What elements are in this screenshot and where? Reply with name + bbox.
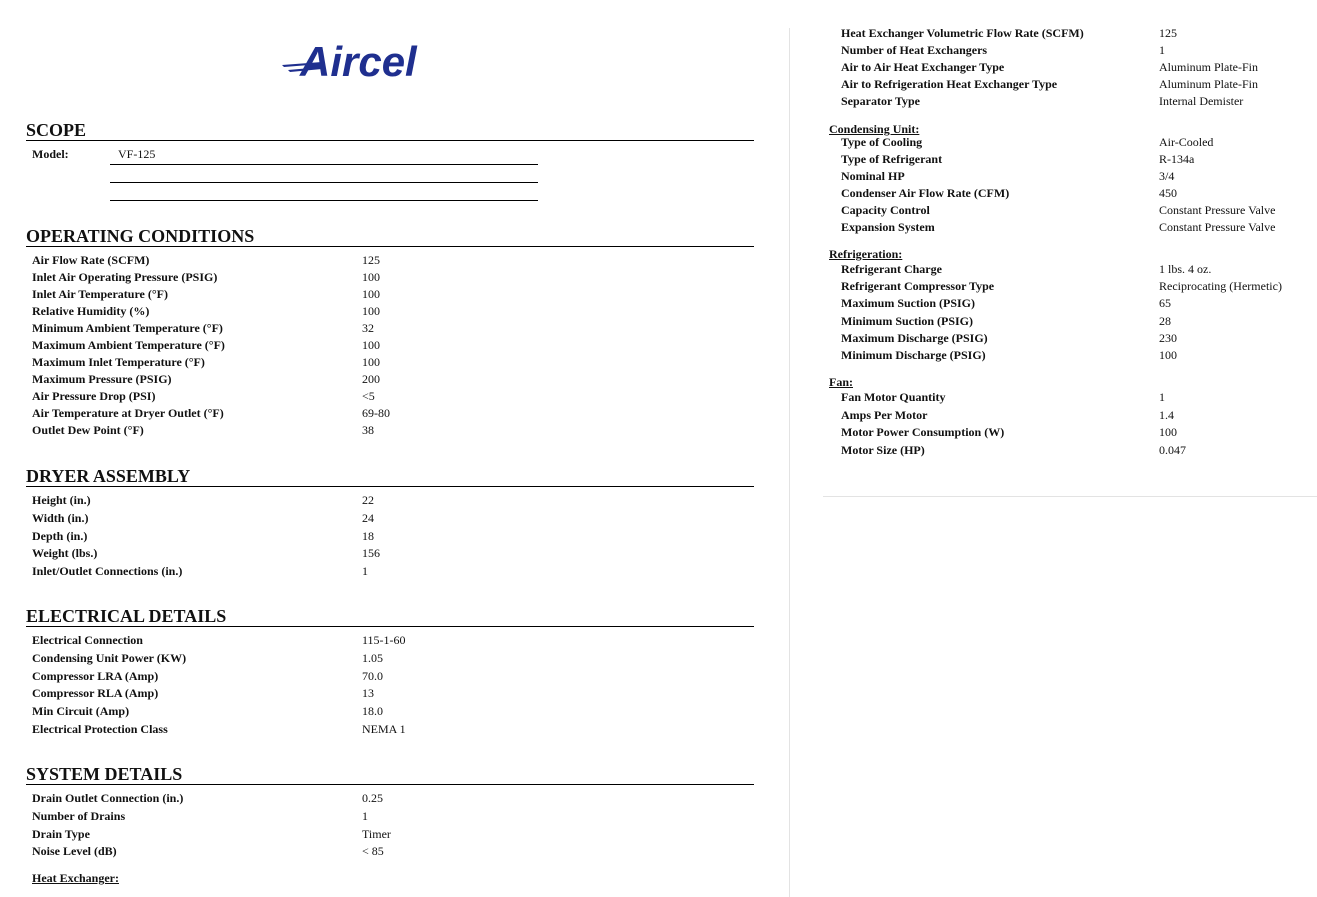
operating-conditions-row	[32, 388, 732, 405]
refrigeration-label: Refrigerant Charge	[841, 262, 942, 276]
dryer-assembly-row	[32, 528, 732, 545]
operating-conditions-value: 32	[362, 321, 374, 335]
electrical-details-value: 18.0	[362, 704, 383, 719]
operating-conditions-row	[32, 405, 732, 422]
electrical-details-title: ELECTRICAL DETAILS	[26, 606, 754, 627]
electrical-details-row	[32, 668, 732, 685]
dryer-assembly-label: Weight (lbs.)	[32, 546, 98, 561]
electrical-details-label: Electrical Connection	[32, 633, 143, 647]
refrigeration-label: Maximum Suction (PSIG)	[841, 296, 976, 311]
operating-conditions-row	[32, 371, 732, 388]
operating-conditions-label: Outlet Dew Point (°F)	[32, 423, 144, 437]
electrical-details-label: Compressor RLA (Amp)	[32, 686, 159, 701]
condensing-unit-label: Capacity Control	[841, 203, 930, 217]
electrical-details-value: 1.05	[362, 650, 383, 665]
operating-conditions-label: Maximum Ambient Temperature (°F)	[32, 338, 225, 352]
operating-conditions-row	[32, 303, 732, 320]
fan-row	[841, 442, 1301, 459]
electrical-details-value: 115-1-60	[362, 633, 406, 647]
electrical-details-row	[32, 721, 732, 738]
logo-text: Aircel	[300, 40, 417, 82]
fan-value: 1	[1159, 390, 1165, 404]
condensing-unit-value: 3/4	[1159, 169, 1175, 183]
operating-conditions-label: Minimum Ambient Temperature (°F)	[32, 321, 223, 335]
condensing-unit-value: Air-Cooled	[1159, 135, 1214, 149]
electrical-details-row	[32, 703, 732, 720]
fan-value: 1.4	[1159, 407, 1174, 422]
dryer-assembly-label: Inlet/Outlet Connections (in.)	[32, 564, 183, 579]
system-details-row	[32, 790, 732, 807]
aircel-logo	[282, 40, 502, 82]
condensing-unit-row	[841, 219, 1301, 236]
fan-value: 0.047	[1159, 442, 1186, 457]
operating-conditions-label: Maximum Pressure (PSIG)	[32, 372, 172, 386]
refrigeration-row	[841, 295, 1301, 312]
condensing-unit-label: Type of Refrigerant	[841, 152, 943, 166]
system-details-title: SYSTEM DETAILS	[26, 764, 754, 785]
model-label: Model:	[32, 147, 69, 161]
heat-exchanger-value: Aluminum Plate-Fin	[1159, 77, 1258, 91]
dryer-assembly-title: DRYER ASSEMBLY	[26, 466, 754, 487]
model-value: VF-125	[118, 147, 156, 161]
condensing-unit-row	[841, 168, 1301, 185]
electrical-details-row	[32, 650, 732, 667]
fan-value: 100	[1159, 425, 1177, 439]
condensing-unit-row	[841, 151, 1301, 168]
operating-conditions-label: Maximum Inlet Temperature (°F)	[32, 355, 205, 369]
refrigeration-heading: Refrigeration:	[829, 247, 903, 261]
condensing-unit-label: Expansion System	[841, 220, 935, 234]
heat-exchanger-row	[841, 42, 1301, 59]
system-details-row	[32, 826, 732, 843]
refrigeration-row	[841, 313, 1301, 330]
dryer-assembly-row	[32, 510, 732, 527]
fan-label: Motor Size (HP)	[841, 442, 925, 457]
operating-conditions-label: Relative Humidity (%)	[32, 304, 150, 318]
dryer-assembly-value: 24	[362, 510, 374, 525]
heat-exchanger-heading: Heat Exchanger:	[32, 871, 119, 885]
operating-conditions-value: 200	[362, 372, 380, 386]
fan-label: Motor Power Consumption (W)	[841, 425, 1005, 439]
dryer-assembly-row	[32, 545, 732, 562]
scope-title: SCOPE	[26, 120, 754, 141]
fan-heading: Fan:	[829, 375, 853, 389]
refrigeration-value: 1 lbs. 4 oz.	[1159, 262, 1212, 276]
operating-conditions-label: Inlet Air Temperature (°F)	[32, 287, 169, 301]
model-line-3	[110, 200, 538, 201]
dryer-assembly-value: 1	[362, 564, 368, 579]
dryer-assembly-value: 18	[362, 528, 374, 543]
operating-conditions-label: Air Temperature at Dryer Outlet (°F)	[32, 406, 224, 420]
condensing-unit-label: Condenser Air Flow Rate (CFM)	[841, 186, 1010, 200]
refrigeration-row	[841, 261, 1301, 278]
system-details-label: Noise Level (dB)	[32, 844, 117, 859]
right-column-end-rule	[823, 496, 1317, 497]
operating-conditions-value: 100	[362, 355, 380, 369]
column-divider	[789, 28, 790, 897]
operating-conditions-value: 100	[362, 304, 380, 318]
fan-label: Fan Motor Quantity	[841, 390, 946, 404]
condensing-unit-row	[841, 185, 1301, 202]
fan-row	[841, 424, 1301, 441]
refrigeration-label: Minimum Discharge (PSIG)	[841, 348, 986, 362]
operating-conditions-row	[32, 269, 732, 286]
operating-conditions-value: 100	[362, 338, 380, 352]
operating-conditions-title: OPERATING CONDITIONS	[26, 226, 754, 247]
operating-conditions-label: Air Pressure Drop (PSI)	[32, 389, 156, 403]
fan-label: Amps Per Motor	[841, 407, 928, 422]
refrigeration-row	[841, 330, 1301, 347]
refrigeration-value: Reciprocating (Hermetic)	[1159, 279, 1282, 294]
operating-conditions-value: 100	[362, 270, 380, 284]
heat-exchanger-value: Internal Demister	[1159, 94, 1244, 108]
dryer-assembly-row	[32, 492, 732, 509]
operating-conditions-label: Air Flow Rate (SCFM)	[32, 253, 150, 267]
electrical-details-value: NEMA 1	[362, 722, 406, 736]
refrigeration-label: Minimum Suction (PSIG)	[841, 313, 974, 328]
system-details-label: Drain Outlet Connection (in.)	[32, 791, 184, 805]
electrical-details-row	[32, 685, 732, 702]
electrical-details-label: Min Circuit (Amp)	[32, 704, 130, 719]
refrigeration-value: 65	[1159, 296, 1171, 311]
condensing-unit-heading: Condensing Unit:	[829, 122, 920, 136]
refrigeration-label: Maximum Discharge (PSIG)	[841, 330, 988, 345]
heat-exchanger-label: Separator Type	[841, 94, 921, 108]
condensing-unit-value: 450	[1159, 186, 1177, 200]
condensing-unit-row	[841, 134, 1301, 151]
system-details-label: Drain Type	[32, 826, 90, 841]
dryer-assembly-value: 22	[362, 493, 374, 507]
operating-conditions-row	[32, 337, 732, 354]
heat-exchanger-row	[841, 25, 1301, 42]
fan-row	[841, 407, 1301, 424]
heat-exchanger-label: Air to Air Heat Exchanger Type	[841, 60, 1005, 74]
heat-exchanger-value: Aluminum Plate-Fin	[1159, 60, 1258, 74]
condensing-unit-value: R-134a	[1159, 152, 1195, 166]
operating-conditions-value: 38	[362, 423, 374, 437]
electrical-details-value: 13	[362, 686, 374, 701]
heat-exchanger-value: 1	[1159, 43, 1165, 57]
operating-conditions-value: <5	[362, 389, 375, 403]
condensing-unit-value: Constant Pressure Valve	[1159, 203, 1276, 217]
electrical-details-label: Condensing Unit Power (KW)	[32, 650, 187, 665]
refrigeration-value: 100	[1159, 348, 1177, 362]
operating-conditions-row	[32, 320, 732, 337]
operating-conditions-row	[32, 286, 732, 303]
dryer-assembly-row	[32, 563, 732, 580]
electrical-details-label: Compressor LRA (Amp)	[32, 668, 159, 683]
electrical-details-value: 70.0	[362, 668, 383, 683]
dryer-assembly-label: Height (in.)	[32, 493, 91, 507]
fan-row	[841, 389, 1301, 406]
operating-conditions-value: 69-80	[362, 406, 390, 420]
refrigeration-label: Refrigerant Compressor Type	[841, 279, 995, 294]
electrical-details-label: Electrical Protection Class	[32, 722, 168, 736]
operating-conditions-row	[32, 354, 732, 371]
model-line-2	[110, 182, 538, 183]
system-details-row	[32, 843, 732, 860]
system-details-value: 0.25	[362, 791, 383, 805]
refrigeration-row	[841, 278, 1301, 295]
heat-exchanger-label: Heat Exchanger Volumetric Flow Rate (SCFM)	[841, 26, 1084, 40]
model-line-1	[110, 164, 538, 165]
system-details-value: Timer	[362, 826, 391, 841]
operating-conditions-label: Inlet Air Operating Pressure (PSIG)	[32, 270, 218, 284]
operating-conditions-row	[32, 252, 732, 269]
dryer-assembly-label: Depth (in.)	[32, 528, 88, 543]
condensing-unit-value: Constant Pressure Valve	[1159, 220, 1276, 234]
heat-exchanger-label: Air to Refrigeration Heat Exchanger Type	[841, 77, 1058, 91]
refrigeration-value: 230	[1159, 330, 1177, 345]
operating-conditions-value: 125	[362, 253, 380, 267]
system-details-value: < 85	[362, 844, 384, 859]
condensing-unit-label: Type of Cooling	[841, 135, 923, 149]
dryer-assembly-label: Width (in.)	[32, 510, 89, 525]
electrical-details-row	[32, 632, 732, 649]
system-details-label: Number of Drains	[32, 808, 126, 823]
condensing-unit-label: Nominal HP	[841, 169, 905, 183]
operating-conditions-value: 100	[362, 287, 380, 301]
heat-exchanger-row	[841, 59, 1301, 76]
heat-exchanger-value: 125	[1159, 26, 1177, 40]
operating-conditions-row	[32, 422, 732, 439]
dryer-assembly-value: 156	[362, 546, 380, 561]
refrigeration-row	[841, 347, 1301, 364]
heat-exchanger-row	[841, 93, 1301, 110]
condensing-unit-row	[841, 202, 1301, 219]
heat-exchanger-label: Number of Heat Exchangers	[841, 43, 988, 57]
system-details-row	[32, 808, 732, 825]
refrigeration-value: 28	[1159, 313, 1171, 328]
system-details-value: 1	[362, 808, 368, 823]
heat-exchanger-row	[841, 76, 1301, 93]
